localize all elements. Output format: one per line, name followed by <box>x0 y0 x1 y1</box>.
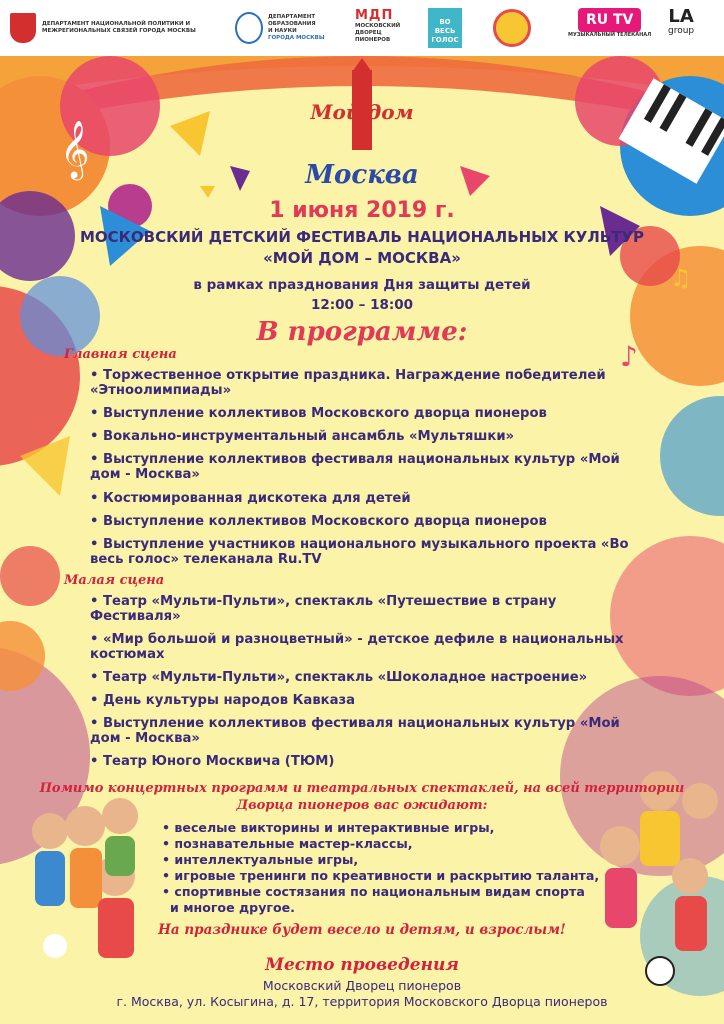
small-stage-title: Малая сцена <box>64 573 165 588</box>
main-stage-item: • Выступление участников национального музыкального проекта «Во весь голос» телеканала Ru.TV <box>90 537 629 567</box>
small-stage-item: • Театр «Мульти-Пульти», спектакль «Шоколадное настроение» <box>90 670 588 685</box>
kremlin-tower-spire <box>352 58 372 72</box>
festival-name-line1: МОСКОВСКИЙ ДЕТСКИЙ ФЕСТИВАЛЬ НАЦИОНАЛЬНЫХ КУЛЬТУР <box>79 228 645 246</box>
festival-logo-line2: Москва <box>305 160 419 190</box>
fun-tagline: На празднике будет весело и детям, и взрослым! <box>158 922 566 938</box>
small-stage-item: • Выступление коллективов фестиваля национальных культур «Мой дом - Москва» <box>90 716 620 746</box>
venue-title: Место проведения <box>265 955 459 975</box>
program-title: В программе: <box>256 317 468 347</box>
main-stage-item: • Торжественное открытие праздника. Награждение победителей «Этноолимпиады» <box>90 368 606 398</box>
extras-item-closing: и многое другое. <box>170 900 295 915</box>
main-stage-item: • Выступление коллективов Московского дворца пионеров <box>90 514 547 529</box>
rutv-mark: RU TV <box>578 8 641 32</box>
mdp-mark: МДП <box>355 8 394 23</box>
event-time: 12:00 – 18:00 <box>310 297 414 313</box>
extras-item: • интеллектуальные игры, <box>162 852 359 867</box>
small-stage-item: • Театр «Мульти-Пульти», спектакль «Путешествие в страну Фестиваля» <box>90 594 557 624</box>
la-label: group <box>668 26 695 36</box>
event-date: 1 июня 2019 г. <box>269 198 455 223</box>
main-stage-item: • Выступление коллективов Московского дворца пионеров <box>90 406 547 421</box>
venue-name: Московский Дворец пионеров <box>262 978 462 993</box>
main-stage-title: Главная сцена <box>64 347 177 362</box>
extras-item: • веселые викторины и интерактивные игры, <box>162 820 495 835</box>
extras-item: • познавательные мастер-классы, <box>162 836 413 851</box>
festival-name-line2: «МОЙ ДОМ – МОСКВА» <box>263 249 461 267</box>
venue-address: г. Москва, ул. Косыгина, д. 17, территория Московского Дворца пионеров <box>116 994 608 1009</box>
dept-edu-line3: И НАУКИ <box>268 28 297 34</box>
extras-title: Помимо концертных программ и театральных спектаклей, на всей территории Дворца пионеров вас ожидают: <box>39 781 685 813</box>
extras-item: • игровые тренинги по креативности и раскрытию таланта, <box>162 868 600 883</box>
main-stage-item: • Выступление коллективов фестиваля национальных культур «Мой дом - Москва» <box>90 452 620 482</box>
small-stage-item: • «Мир большой и разноцветный» - детское дефиле в национальных костюмах <box>90 632 624 662</box>
occasion-text: в рамках празднования Дня защиты детей <box>193 277 531 293</box>
dept-edu-line1: ДЕПАРТАМЕНТ <box>268 14 316 20</box>
rutv-label: МУЗЫКАЛЬНЫЙ ТЕЛЕКАНАЛ <box>568 32 652 38</box>
dept-edu-line2: ОБРАЗОВАНИЯ <box>268 21 316 27</box>
golos-label: ВО ВЕСЬ ГОЛОС <box>428 8 462 48</box>
festival-logo-line1: Мой дом <box>310 100 414 124</box>
dept-edu-line4: ГОРОДА МОСКВЫ <box>268 35 325 41</box>
main-stage-item: • Вокально-инструментальный ансамбль «Мультяшки» <box>90 429 515 444</box>
la-mark: LA <box>668 6 694 27</box>
small-stage-item: • Театр Юного Москвича (ТЮМ) <box>90 754 335 769</box>
main-stage-item: • Костюмированная дискотека для детей <box>90 491 411 506</box>
music-note-icon: ♪ <box>620 340 638 373</box>
dept-policy-label: ДЕПАРТАМЕНТ НАЦИОНАЛЬНОЙ ПОЛИТИКИ И МЕЖРЕГИОНАЛЬНЫХ СВЯЗЕЙ ГОРОДА МОСКВЫ <box>42 21 196 34</box>
treble-clef-decoration: 𝄞 <box>60 120 90 178</box>
small-stage-item: • День культуры народов Кавказа <box>90 693 356 708</box>
mdp-label: МОСКОВСКИЙ ДВОРЕЦ ПИОНЕРОВ <box>355 23 401 43</box>
svg-text:♫: ♫ <box>670 264 692 292</box>
extras-item: • спортивные состязания по национальным видам спорта <box>162 884 585 899</box>
